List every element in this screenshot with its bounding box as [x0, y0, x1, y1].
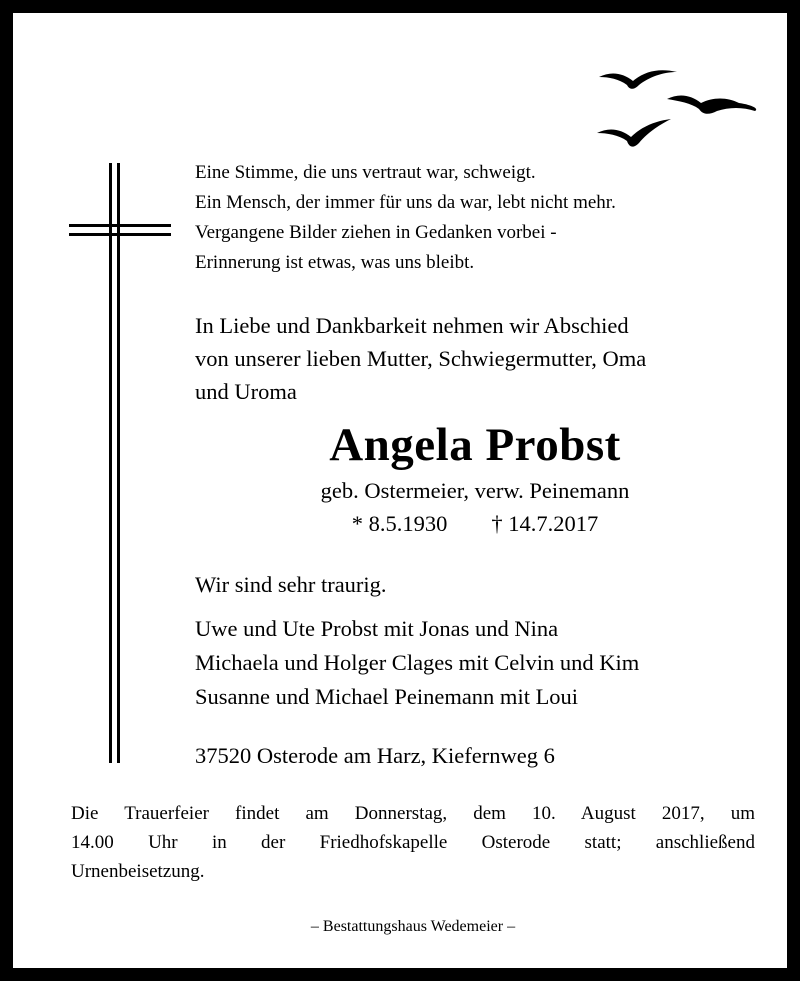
intro-line: In Liebe und Dankbarkeit nehmen wir Abschied: [195, 313, 629, 338]
poem-line: Erinnerung ist etwas, was uns bleibt.: [195, 252, 475, 273]
birth-date: * 8.5.1930: [351, 511, 448, 536]
intro-line: von unserer lieben Mutter, Schwiegermutter, Oma: [195, 346, 647, 371]
mourning-address: 37520 Osterode am Harz, Kiefernweg 6: [195, 743, 555, 768]
intro-line: und Uroma: [195, 379, 297, 404]
farewell-intro: [195, 309, 775, 408]
poem-line: Eine Stimme, die uns vertraut war, schweigt.: [195, 162, 536, 183]
poem-line: Ein Mensch, der immer für uns da war, lebt nicht mehr.: [195, 192, 616, 213]
birds-icon: [593, 63, 763, 153]
life-dates: [195, 509, 755, 539]
poem-line: Vergangene Bilder ziehen in Gedanken vorbei -: [195, 222, 557, 243]
undertaker-credit: – Bestattungshaus Wedemeier –: [310, 918, 516, 935]
maiden-name: geb. Ostermeier, verw. Peinemann: [320, 478, 630, 503]
deceased-name: Angela Probst: [329, 419, 621, 471]
family-entry: Michaela und Holger Clages mit Celvin und Kim: [195, 650, 640, 675]
funeral-line: Die Trauerfeier findet am Donnerstag, dem 10. August 2017, um: [71, 803, 755, 824]
funeral-info: [71, 799, 755, 886]
mourning-line: Wir sind sehr traurig.: [195, 572, 387, 597]
bird-lower: [597, 119, 671, 147]
death-date: † 14.7.2017: [491, 511, 599, 536]
family-entry: Uwe und Ute Probst mit Jonas und Nina: [195, 616, 559, 641]
funeral-line: Urnenbeisetzung.: [71, 861, 205, 882]
cross-icon: [69, 163, 171, 763]
bird-right: [667, 96, 756, 114]
poem-verse: [195, 158, 755, 278]
bird-top: [599, 70, 677, 89]
family-list: [195, 612, 775, 714]
funeral-line: 14.00 Uhr in der Friedhofskapelle Osterode statt; anschließend: [71, 832, 755, 853]
family-entry: Susanne und Michael Peinemann mit Loui: [195, 684, 579, 709]
